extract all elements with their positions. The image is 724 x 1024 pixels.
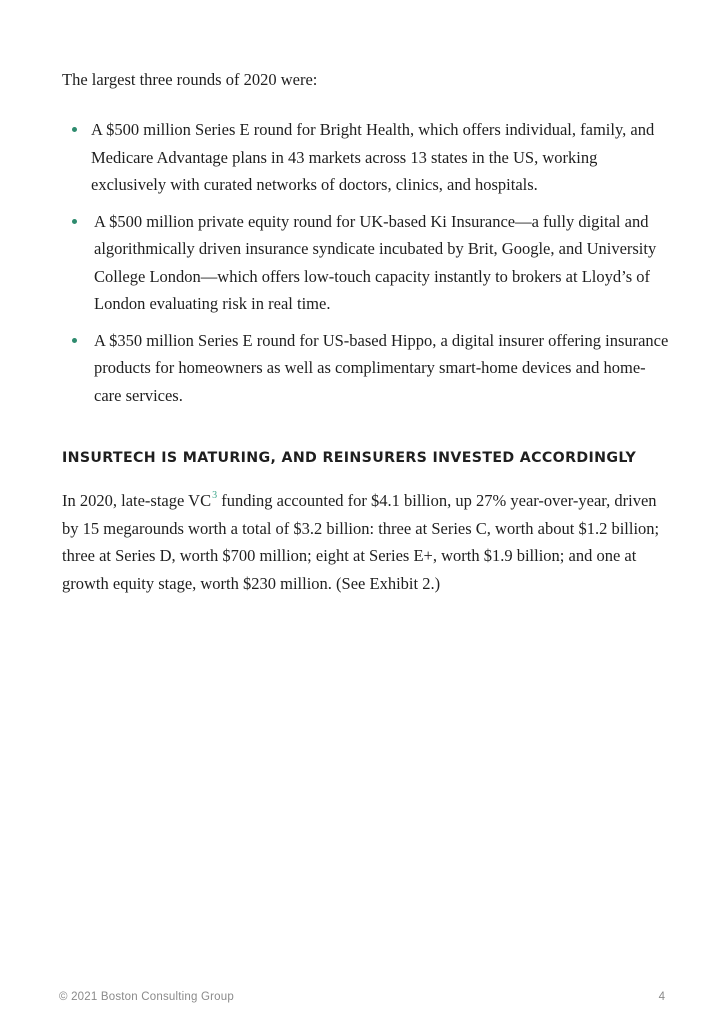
list-item-text: A $350 million Series E round for US-based Hippo, a digital insurer offering insurance products for homeowners as well as complimentary smart-home devices and home-care services. <box>94 330 669 405</box>
footnote-reference-link[interactable]: 3 <box>212 489 218 501</box>
list-item <box>62 116 672 199</box>
list-item-text: A $500 million private equity round for UK-based Ki Insurance—a fully digital and algorithmically driven insurance syndicate incubated by Brit, Google, and University College London—which offers low-touch capacity instantly to brokers at Lloyd’s of London evaluating risk in real time. <box>94 211 657 313</box>
intro-text: The largest three rounds of 2020 were: <box>62 70 318 89</box>
paragraph-text-rest: funding accounted for $4.1 billion, up 27% year-over-year, driven by 15 megarounds worth a total of $3.2 billion: three at Series C, worth about $1.2 billion; three at Series D, worth $700 million; eight at Series E+, worth $1.9 billion; and one at growth equity stage, worth $230 million. (See Exhibit 2.) <box>62 491 660 593</box>
list-item <box>62 208 672 318</box>
section-heading: INSURTECH IS MATURING, AND REINSURERS INVESTED ACCORDINGLY <box>62 450 637 466</box>
paragraph-text-start: In 2020, late-stage VC <box>62 491 212 510</box>
list-item-text: A $500 million Series E round for Bright Health, which offers individual, family, and Medicare Advantage plans in 43 markets across 13 states in the US, working exclusively with curated networks of doctors, clinics, and hospitals. <box>91 120 655 194</box>
body-paragraph <box>62 487 672 597</box>
bullet-dot-icon <box>72 219 77 224</box>
page-number: 4 <box>658 991 665 1003</box>
bullet-dot-icon <box>72 338 77 343</box>
footer-copyright: © 2021 Boston Consulting Group <box>59 991 234 1003</box>
list-item <box>62 327 672 410</box>
rounds-list <box>62 116 672 418</box>
bullet-dot-icon <box>72 127 77 132</box>
